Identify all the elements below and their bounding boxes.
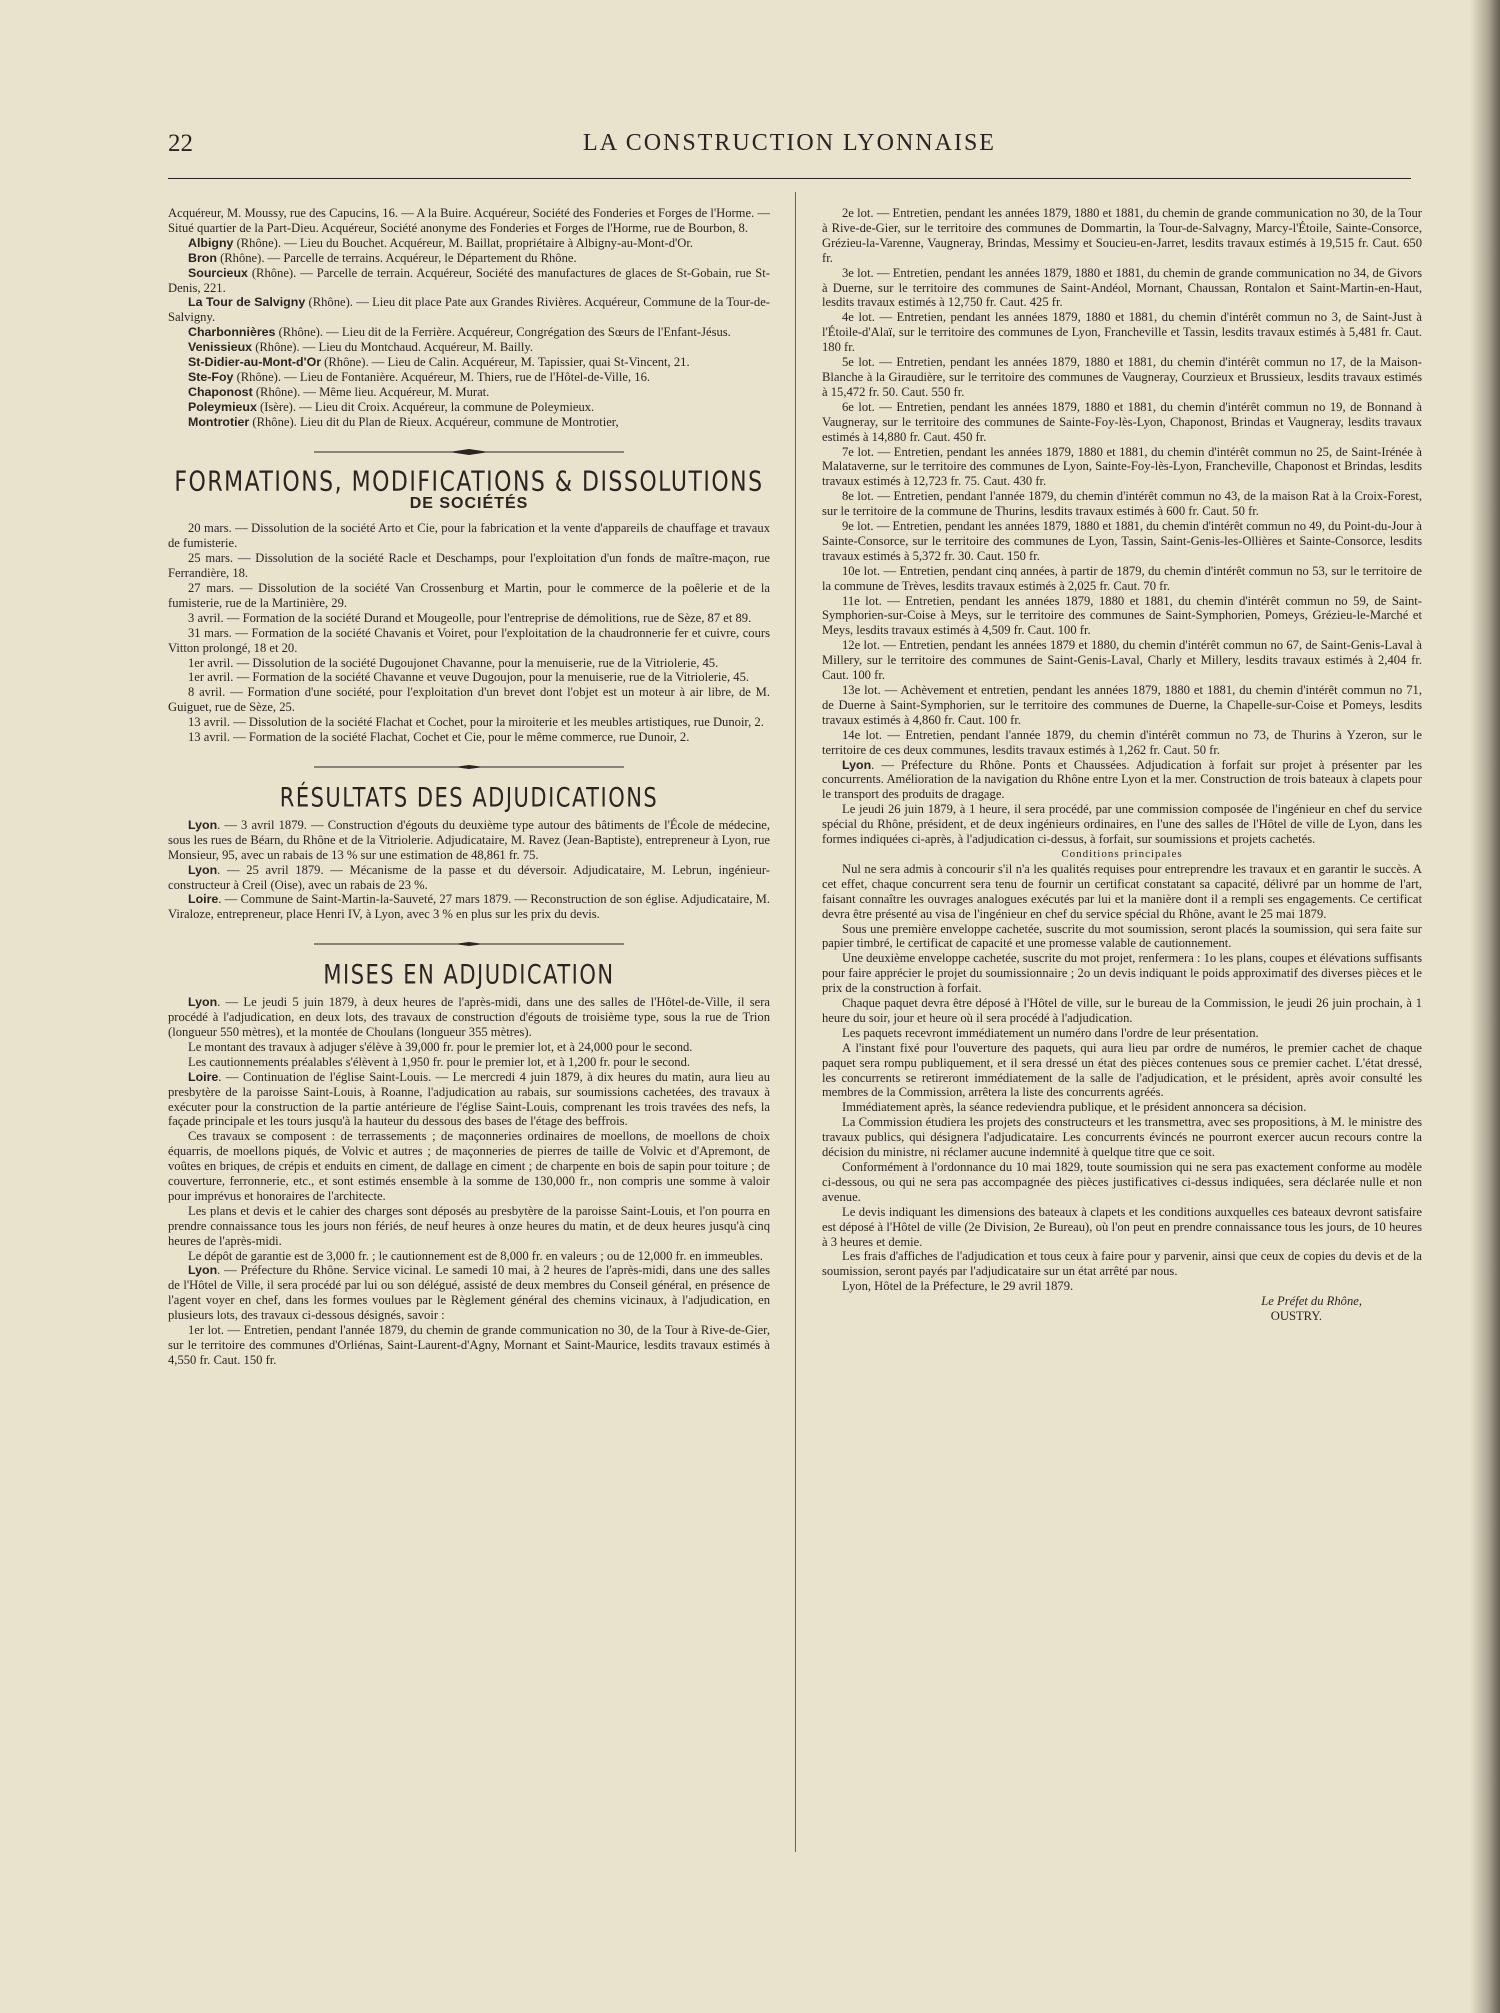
mises-title: MISES EN ADJUDICATION xyxy=(323,960,615,991)
paragraph-text: . — Préfecture du Rhône. Ponts et Chaussées. Adjudication à forfait sur projet à présenter par les concurrents. Amélioration de la navigation du Rhône entre Lyon et la mer. Construction de trois bateaux à clapets pour le transport des produits de dragage. xyxy=(822,757,1422,802)
paragraph-text: (Rhône). — Même lieu. Acquéreur, M. Murat. xyxy=(252,384,490,399)
mises-paragraph: Les plans et devis et le cahier des charges sont déposés au presbytère de la paroisse Saint-Louis, et l'on pourra en prendre connaissance tous les jours non fériés, de neuf heures à onze heures du matin, et de deux heures jusqu'à cinq heures de l'après-midi. xyxy=(168,1203,770,1248)
resultat-entry xyxy=(168,863,770,893)
lot-paragraph: 14e lot. — Entretien, pendant l'année 1879, du chemin d'intérêt commun no 73, de Thurins à Yzeron, sur le territoire de ces deux communes, lesdits travaux estimés à 1,262 fr. Caut. 50 fr. xyxy=(822,727,1422,757)
condition-paragraph: Chaque paquet devra être déposé à l'Hôtel de ville, sur le bureau de la Commission, le jeudi 26 juin prochain, à 1 heure du soir, jour et heure où il sera procédé à l'adjudication. xyxy=(822,996,1422,1025)
acquisition-entry xyxy=(168,236,770,251)
conditions-list xyxy=(822,862,1422,1294)
signature-title: Le Préfet du Rhône, xyxy=(1261,1294,1362,1309)
mises-paragraph: Le dépôt de garantie est de 3,000 fr. ; le cautionnement est de 8,000 fr. en valeurs ; ou de 12,000 fr. en immeubles. xyxy=(188,1248,763,1263)
formation-entry: 25 mars. — Dissolution de la société Racle et Deschamps, pour l'exploitation d'un fonds de maître-maçon, rue Ferrandière, 18. xyxy=(168,551,770,581)
signature-name: OUSTRY. xyxy=(1270,1309,1322,1324)
condition-paragraph: La Commission étudiera les projets des constructeurs et les transmettra, avec ses propositions, à M. le ministre des travaux publics, qui désignera l'adjudicataire. Les concurrents évincés ne pourront exercer aucun recours contre la décision du ministre, ni réclamer aucune indemnité à quelque titre que ce soit. xyxy=(822,1115,1422,1160)
place-name: Loire xyxy=(188,892,219,907)
condition-paragraph: Nul ne sera admis à concourir s'il n'a les qualités requises pour entreprendre les travaux et en garantir le succès. A cet effet, chaque concurrent sera tenu de fournir un certificat constatant sa capacité, délivré par un homme de l'art, faisant connaître les ouvrages analogues exécutés par lui et la manière dont il a rempli ses engagements. Ce certificat devra être présenté au visa de l'ingénieur en chef du service spécial du Rhône, avant le 25 mai 1879. xyxy=(822,861,1422,921)
paragraph-text: (Rhône). — Parcelle de terrains. Acquéreur, le Département du Rhône. xyxy=(216,250,577,265)
left-column xyxy=(168,206,770,1368)
header-rule xyxy=(168,178,1411,179)
place-name: Lyon xyxy=(188,1263,218,1278)
acquisition-entry xyxy=(168,266,770,296)
acquisition-entry xyxy=(168,385,770,400)
mises-paragraph xyxy=(168,1070,770,1130)
condition-paragraph: Conformément à l'ordonnance du 10 mai 1829, toute soumission qui ne sera pas exactement conforme au modèle ci-dessous, ou qui ne sera pas accompagnée des pièces justificatives ci-dessus indiquées, sera déclarée nulle et non avenue. xyxy=(822,1160,1422,1204)
lot-paragraph: 12e lot. — Entretien, pendant les années 1879 et 1880, du chemin d'intérêt commun no 67, de Saint-Genis-Laval à Millery, sur le territoire des communes de Saint-Genis-Laval, Charly et Millery, lesdits travaux estimés à 2,404 fr. Caut. 100 fr. xyxy=(822,638,1422,683)
section-ornament xyxy=(168,763,770,771)
place-name: Loire xyxy=(188,1069,219,1084)
place-name: St-Didier-au-Mont-d'Or xyxy=(188,355,322,370)
place-name: Lyon xyxy=(188,995,218,1010)
mises-paragraph xyxy=(168,995,770,1040)
condition-paragraph: Les paquets recevront immédiatement un numéro dans l'ordre de leur présentation. xyxy=(842,1025,1259,1040)
ornament-rule xyxy=(314,448,624,456)
paragraph-text: . — Continuation de l'église Saint-Louis. — Le mercredi 4 juin 1879, à dix heures du matin, aura lieu au presbytère de la paroisse Saint-Louis, à Roanne, l'adjudication au rabais, sur soumissions cachetées, des travaux à exécuter pour la construction de la partie antérieure de l'église Saint-Louis, comprenant les trois travées des nefs, la façade principale et les tours jusqu'à la hauteur du dessous des bases de l'étage des beffrois. xyxy=(168,1069,770,1129)
mises-paragraph: Les cautionnements préalables s'élèvent à 1,950 fr. pour le premier lot, et à 1,200 fr. pour le second. xyxy=(188,1054,691,1069)
acquisition-entry xyxy=(168,355,770,370)
place-name: Lyon xyxy=(188,862,218,877)
acquisition-entry xyxy=(168,340,770,355)
paragraph-text: . — Préfecture du Rhône. Service vicinal. Le samedi 10 mai, à 2 heures de l'après-midi, dans une des salles de l'Hôtel de Ville, il sera procédé par lui ou son délégué, assisté de deux membres du Conseil général, en présence de l'agent voyer en chef, dans les formes voulues par le Règlement général des chemins vicinaux, à l'adjudication, en plusieurs lots, des travaux ci-dessous désignés, savoir : xyxy=(168,1263,770,1323)
running-title: LA CONSTRUCTION LYONNAISE xyxy=(583,130,996,156)
paragraph-text: . — 3 avril 1879. — Construction d'égouts du deuxième type autour des bâtiments de l'École de médecine, sous les rues de Béarn, du Rhône et de la Vitriolerie. Adjudicataire, M. Ravez (Jean-Baptiste), entrepreneur à Lyon, rue Monsieur, 95, avec un rabais de 13 % sur une estimation de 48,861 fr. 75. xyxy=(168,817,770,862)
place-name: Lyon xyxy=(188,817,218,832)
mises-paragraph xyxy=(168,1263,770,1323)
place-name: Chaponost xyxy=(188,384,253,399)
formations-subtitle: DE SOCIÉTÉS xyxy=(409,494,529,512)
paragraph-text: (Rhône). — Lieu de Fontanière. Acquéreur, M. Thiers, rue de l'Hôtel-de-Ville, 16. xyxy=(233,369,651,384)
lot-paragraph: 2e lot. — Entretien, pendant les années 1879, 1880 et 1881, du chemin de grande communication no 30, de la Tour à Rive-de-Gier, sur le territoire des communes de Dommartin, la Tour-de-Salvagny, Marcy-l'Étoile, Sainte-Consorce, Grézieu-la-Varenne, Vaugneray, Brindas, Messimy et Soucieu-en-Jarret, lesdits travaux estimés à 19,515 fr. Caut. 650 fr. xyxy=(822,206,1422,265)
paragraph-text: (Rhône). — Lieu dit de la Ferrière. Acquéreur, Congrégation des Sœurs de l'Enfant-Jésus. xyxy=(275,325,731,340)
paragraph-text: (Rhône). — Lieu du Montchaud. Acquéreur, M. Bailly. xyxy=(252,340,533,355)
lot-paragraph: 10e lot. — Entretien, pendant cinq années, à partir de 1879, du chemin d'intérêt commun no 53, sur le territoire de la commune de Trèves, lesdits travaux estimés à 2,025 fr. Caut. 70 fr. xyxy=(822,563,1422,593)
acquisition-entry xyxy=(168,370,770,385)
formation-entry: 13 avril. — Dissolution de la société Flachat et Cochet, pour la miroiterie et les meubles artistiques, rue Dunoir, 2. xyxy=(188,715,764,730)
resultat-entry xyxy=(168,892,770,922)
condition-paragraph: Sous une première enveloppe cachetée, suscrite du mot soumission, seront placés la soumission, qui sera faite sur papier timbré, le certificat de capacité et une promesse valable de cautionnement. xyxy=(822,921,1422,951)
place-name: Lyon xyxy=(842,757,872,772)
acquisition-list xyxy=(168,236,770,430)
formation-entry: 27 mars. — Dissolution de la société Van Crossenburg et Martin, pour le commerce de la poêlerie et de la fumisterie, rue de la Martinière, 29. xyxy=(168,581,770,610)
condition-paragraph: Les frais d'affiches de l'adjudication et tous ceux à faire pour y parvenir, ainsi que ceux de copies du devis et de la soumission, seront payés par l'adjudicataire sur un état arrêté par nous. xyxy=(822,1249,1422,1279)
formation-entry: 8 avril. — Formation d'une société, pour l'exploitation d'un brevet dont l'objet est un moteur à air libre, de M. Guiguet, rue de Sèze, 25. xyxy=(168,685,770,715)
formation-entry: 1er avril. — Dissolution de la société Dugoujonet Chavanne, pour la menuiserie, rue de la Vitriolerie, 45. xyxy=(188,655,719,670)
condition-paragraph: A l'instant fixé pour l'ouverture des paquets, qui aura lieu par ordre de numéros, le premier cachet de chaque paquet sera rompu publiquement, et il sera dressé un état des pièces contenues sous ce premier cachet. L'état dressé, les concurrents se retireront immédiatement de la salle de l'adjudication, et le président, après avoir consulté les membres de la Commission, arrêtera la liste des concurrents agréés. xyxy=(822,1040,1422,1100)
ornament-rule xyxy=(314,763,624,771)
lot-paragraph: 9e lot. — Entretien, pendant les années 1879, 1880 et 1881, du chemin d'intérêt commun no 49, du Point-du-Jour à Sainte-Consorce, sur le territoire des communes de Lyon, Tassin, Saint-Genis-les-Ollières et Sainte-Consorce, lesdits travaux estimés à 5,372 fr. 30. Caut. 150 fr. xyxy=(822,519,1422,563)
acquisition-paragraph: Acquéreur, M. Moussy, rue des Capucins, 16. — A la Buire. Acquéreur, Société des Fonderies et Forges de l'Horme. — Situé quartier de la Part-Dieu. Acquéreur, Société anonyme des Fonderies et Forges de l'Horme, rue de Bourbon, 8. xyxy=(168,206,770,235)
resultat-entry xyxy=(168,818,770,863)
lots-list xyxy=(822,206,1422,758)
place-name: Albigny xyxy=(188,235,234,250)
paragraph-text: . — 25 avril 1879. — Mécanisme de la passe et du déversoir. Adjudicataire, M. Lebrun, ingénieur-constructeur à Creil (Oise), avec un rabais de 23 %. xyxy=(168,862,770,892)
paragraph-text: . — Le jeudi 5 juin 1879, à deux heures de l'après-midi, dans une des salles de l'Hôtel-de-Ville, il sera procédé à l'adjudication, en deux lots, des travaux de construction d'égouts de troisième type, sous la rue de Trion (longueur 550 mètres), et la montée de Choulans (longueur 355 mètres). xyxy=(168,995,770,1039)
conditions-heading: Conditions principales xyxy=(1061,847,1183,860)
formation-entry: 1er avril. — Formation de la société Chavanne et veuve Dugoujon, pour la menuiserie, rue de la Vitriolerie, 45. xyxy=(188,670,750,685)
formation-entry: 20 mars. — Dissolution de la société Arto et Cie, pour la fabrication et la vente d'appareils de chauffage et travaux de fumisterie. xyxy=(168,521,770,551)
formations-title: FORMATIONS, MODIFICATIONS & DISSOLUTIONS xyxy=(174,466,764,498)
condition-paragraph: Immédiatement après, la séance redeviendra publique, et le président annoncera sa décision. xyxy=(842,1100,1307,1115)
paragraph-text: . — Commune de Saint-Martin-la-Sauveté, 27 mars 1879. — Reconstruction de son église. Adjudicataire, M. Viraloze, entrepreneur, place Henri IV, à Lyon, avec 3 % en plus sur les prix du devis. xyxy=(168,892,770,922)
place-name: Charbonnières xyxy=(188,325,276,340)
paragraph-text: (Rhône). — Lieu du Bouchet. Acquéreur, M. Baillat, propriétaire à Albigny-au-Mont-d'Or. xyxy=(233,235,694,250)
lot-paragraph: 4e lot. — Entretien, pendant les années 1879, 1880 et 1881, du chemin d'intérêt commun no 3, de Saint-Just à l'Étoile-d'Alaï, sur le territoire des communes de Lyon, Francheville et Tassin, lesdits travaux estimés à 5,481 fr. Caut. 180 fr. xyxy=(822,310,1422,355)
lyon-paragraph xyxy=(822,758,1422,803)
lot-paragraph: 6e lot. — Entretien, pendant les années 1879, 1880 et 1881, du chemin d'intérêt commun no 19, de Bonnand à Vaugneray, sur le territoire des communes de Sainte-Foy-lès-Lyon, Chaponost, Brindas et Vaugneray, lesdits travaux estimés à 14,880 fr. Caut. 450 fr. xyxy=(822,399,1422,444)
resultats-title: RÉSULTATS DES ADJUDICATIONS xyxy=(279,782,659,813)
acquisition-entry xyxy=(168,251,770,266)
place-name: Poleymieux xyxy=(188,399,257,414)
lot-paragraph: 5e lot. — Entretien, pendant les années 1879, 1880 et 1881, du chemin d'intérêt commun no 17, de la Maison-Blanche à la Giraudière, sur le territoire des communes de Vaugneray, Courzieux et Brussieux, lesdits travaux estimés à 15,472 fr. 50. Caut. 550 fr. xyxy=(822,355,1422,399)
acquisition-entry xyxy=(168,400,770,415)
place-name: Montrotier xyxy=(188,414,250,429)
lot-paragraph: 3e lot. — Entretien, pendant les années 1879, 1880 et 1881, du chemin de grande communication no 34, de Givors à Duerne, sur le territoire des communes de Saint-Andéol, Mornant, Chaussan, Rontalon et Saint-Martin-en-Haut, lesdits travaux estimés à 12,750 fr. Caut. 425 fr. xyxy=(822,265,1422,310)
condition-paragraph: Une deuxième enveloppe cachetée, suscrite du mot projet, renfermera : 1o les plans, coupes et élévations suffisants pour faire apprécier le projet du soumissionnaire ; 2o un devis indiquant le poids approximatif des diverses pièces et le prix de la construction à forfait. xyxy=(822,951,1422,996)
condition-paragraph: Lyon, Hôtel de la Préfecture, le 29 avril 1879. xyxy=(842,1279,1074,1294)
acquisition-entry xyxy=(168,295,770,325)
formations-list xyxy=(168,521,770,745)
formation-entry: 13 avril. — Formation de la société Flachat, Cochet et Cie, pour le même commerce, rue Dunoir, 2. xyxy=(188,730,690,745)
mises-paragraph: Ces travaux se composent : de terrassements ; de maçonneries ordinaires de moellons, de moellons de choix équarris, de moellons piqués, de Volvic et autres ; de maçonneries de pierres de taille de Volvic et d'Apremont, de voûtes en briques, de crépis et enduits en ciment, de dallage en ciment ; de charpente en bois de sapin pour toiture ; de couverture, ferronnerie, etc., et sont estimés ensemble à la somme de 130,000 fr., non compris une somme à valoir pour imprévus et honoraires de l'architecte. xyxy=(168,1129,770,1203)
section-ornament xyxy=(168,448,770,456)
place-name: Bron xyxy=(188,250,217,265)
condition-paragraph: Le devis indiquant les dimensions des bateaux à clapets et les conditions auxquelles ces bateaux devront satisfaire est déposé à l'Hôtel de ville (2e Division, 2e Bureau), où l'on peut en prendre connaissance tous les jours, de 10 heures à 3 heures et demie. xyxy=(822,1204,1422,1249)
lot-paragraph: 11e lot. — Entretien, pendant les années 1879, 1880 et 1881, du chemin d'intérêt commun no 59, de Saint-Symphorien-sur-Coise à Meys, sur le territoire des communes de Saint-Symphorien, Pomeys, Grézieu-le-Marché et Meys, lesdits travaux estimés à 4,509 fr. Caut. 100 fr. xyxy=(822,593,1422,638)
lyon-paragraph: Le jeudi 26 juin 1879, à 1 heure, il sera procédé, par une commission composée de l'ingénieur en chef du service spécial du Rhône, président, et de deux ingénieurs ordinaires, en l'une des salles de l'Hôtel de ville de Lyon, dans les formes indiquées ci-après, à l'adjudication ci-dessus, à forfait, sur soumissions et projets cachetés. xyxy=(822,802,1422,847)
lot-paragraph: 13e lot. — Achèvement et entretien, pendant les années 1879, 1880 et 1881, du chemin d'intérêt commun no 71, de Duerne à Saint-Symphorien, sur le territoire des communes de Duerne, la Chapelle-sur-Coise et Pomeys, lesdits travaux estimés à 4,860 fr. Caut. 100 fr. xyxy=(822,683,1422,727)
paragraph-text: (Rhône). — Lieu dit place Pate aux Grandes Rivières. Acquéreur, Commune de la Tour-de-Salvigny. xyxy=(168,295,770,325)
place-name: Venissieux xyxy=(188,340,253,355)
mises-paragraph: Le montant des travaux à adjuger s'élève à 39,000 fr. pour le premier lot, et à 24,000 pour le second. xyxy=(188,1039,693,1054)
place-name: La Tour de Salvigny xyxy=(188,295,306,310)
resultats-list xyxy=(168,818,770,922)
acquisition-entry xyxy=(168,325,770,340)
lot-paragraph: 1er lot. — Entretien, pendant l'année 1879, du chemin de grande communication no 30, de la Tour à Rive-de-Gier, sur le territoire des communes d'Orliénas, Saint-Laurent-d'Agny, Mornant et Saint-Maurice, lesdits travaux estimés à 4,550 fr. Caut. 150 fr. xyxy=(168,1323,770,1367)
page-number: 22 xyxy=(168,130,193,157)
ornament-rule xyxy=(314,940,624,948)
column-divider xyxy=(795,192,796,1852)
paragraph-text: (Isère). — Lieu dit Croix. Acquéreur, la commune de Poleymieux. xyxy=(256,399,595,414)
section-ornament xyxy=(168,940,770,948)
place-name: Sourcieux xyxy=(188,265,248,280)
place-name: Ste-Foy xyxy=(188,369,234,384)
formation-entry: 31 mars. — Formation de la société Chavanis et Voiret, pour l'exploitation de la chaudronnerie fer et cuivre, cours Vitton prolongé, 18 et 20. xyxy=(168,625,770,655)
formation-entry: 3 avril. — Formation de la société Durand et Mougeolle, pour l'entreprise de démolitions, rue de Sèze, 87 et 89. xyxy=(188,610,752,625)
acquisition-entry xyxy=(168,415,770,430)
paragraph-text: (Rhône). — Parcelle de terrain. Acquéreur, Société des manufactures de glaces de St-Gobain, rue St-Denis, 221. xyxy=(168,265,770,295)
paragraph-text: (Rhône). Lieu dit du Plan de Rieux. Acquéreur, commune de Montrotier, xyxy=(249,414,619,429)
paragraph-text: (Rhône). — Lieu de Calin. Acquéreur, M. Tapissier, quai St-Vincent, 21. xyxy=(321,355,690,370)
lot-paragraph: 7e lot. — Entretien, pendant les années 1879, 1880 et 1881, du chemin d'intérêt commun no 25, de Saint-Irénée à Malataverne, sur le territoire des communes de Lyon, Sainte-Foy-lès-Lyon, Francheville, Chaponost et Brindas, lesdits travaux estimés à 12,723 fr. 75. Caut. 430 fr. xyxy=(822,444,1422,489)
page-header xyxy=(168,130,1411,172)
lot-paragraph: 8e lot. — Entretien, pendant l'année 1879, du chemin d'intérêt commun no 43, de la maison Rat à la Croix-Forest, sur le territoire de la commune de Thurins, lesdits travaux estimés à 600 fr. Caut. 50 fr. xyxy=(822,489,1422,519)
right-column xyxy=(822,206,1422,1324)
